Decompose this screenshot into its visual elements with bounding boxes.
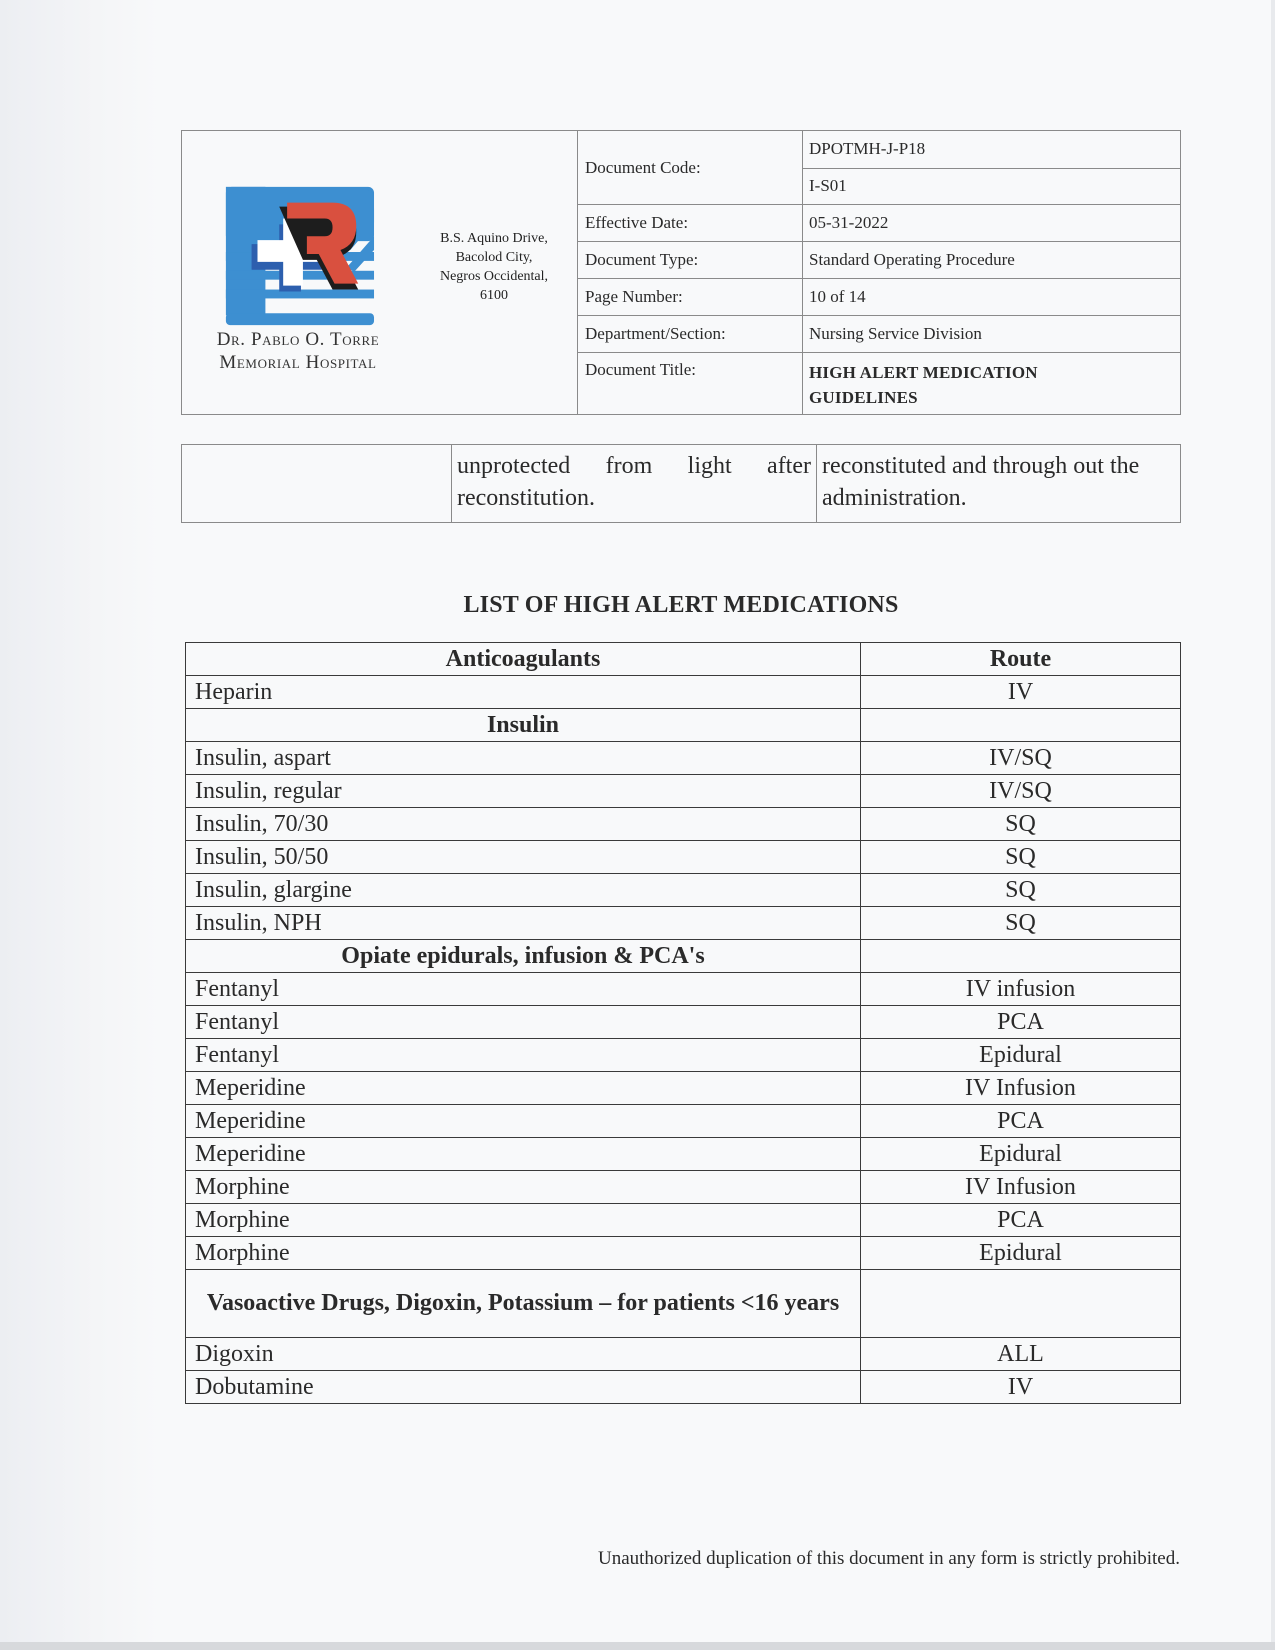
hospital-identity xyxy=(182,131,578,414)
drug-route: SQ xyxy=(861,874,1181,907)
scan-shadow-left xyxy=(0,0,160,1650)
drug-route: SQ xyxy=(861,808,1181,841)
drug-route xyxy=(861,709,1181,742)
list-title: LIST OF HIGH ALERT MEDICATIONS xyxy=(463,592,899,618)
drug-name: Meperidine xyxy=(186,1072,861,1105)
meta-row-document-type xyxy=(578,242,1180,279)
continuation-cell-remarks: reconstituted and through out the administration. xyxy=(822,453,1140,511)
meta-row-effective-date xyxy=(578,205,1180,242)
table-row xyxy=(186,742,1181,775)
table-row xyxy=(186,1171,1181,1204)
document-type-value: Standard Operating Procedure xyxy=(809,250,1015,269)
table-row xyxy=(186,841,1181,874)
meta-row-document-code xyxy=(578,131,1180,205)
table-row xyxy=(186,1338,1181,1371)
drug-name: Insulin, 50/50 xyxy=(186,841,861,874)
drug-name: Meperidine xyxy=(186,1105,861,1138)
meta-row-document-title xyxy=(578,353,1180,414)
drug-name: Morphine xyxy=(186,1237,861,1270)
drug-name: Insulin, regular xyxy=(186,775,861,808)
continuation-cell-storage: unprotected from light after reconstitution. xyxy=(452,445,817,522)
drug-name: Insulin, aspart xyxy=(186,742,861,775)
category-label: Opiate epidurals, infusion & PCA's xyxy=(186,940,861,973)
drug-name: Meperidine xyxy=(186,1138,861,1171)
document-title-value xyxy=(803,353,1180,410)
drug-route: IV/SQ xyxy=(861,775,1181,808)
meta-label: Document Code: xyxy=(578,131,803,204)
table-header-row xyxy=(186,643,1181,676)
table-row xyxy=(186,676,1181,709)
meta-row-page-number xyxy=(578,279,1180,316)
drug-name: Heparin xyxy=(186,676,861,709)
drug-route: PCA xyxy=(861,1006,1181,1039)
drug-route: Epidural xyxy=(861,1138,1181,1171)
hospital-logo-cross-r-icon xyxy=(218,178,376,328)
table-row xyxy=(186,1105,1181,1138)
drug-route: SQ xyxy=(861,841,1181,874)
document-code-value: I-S01 xyxy=(803,168,1180,205)
document-header xyxy=(181,130,1181,415)
high-alert-medications-table xyxy=(185,642,1181,1404)
address-line: Bacolod City, xyxy=(455,250,533,265)
table-row xyxy=(186,775,1181,808)
drug-route xyxy=(861,940,1181,973)
meta-row-department xyxy=(578,316,1180,353)
table-row xyxy=(186,1237,1181,1270)
drug-route xyxy=(861,1270,1181,1338)
document-title-line: HIGH ALERT MEDICATION xyxy=(809,363,1038,382)
column-header-route: Route xyxy=(861,643,1181,676)
category-row xyxy=(186,1270,1181,1338)
drug-name: Insulin, glargine xyxy=(186,874,861,907)
drug-name: Fentanyl xyxy=(186,973,861,1006)
drug-route: IV xyxy=(861,1371,1181,1404)
page-number-value: 10 of 14 xyxy=(809,287,866,306)
drug-name: Digoxin xyxy=(186,1338,861,1371)
drug-route: IV xyxy=(861,676,1181,709)
table-row xyxy=(186,874,1181,907)
table-row xyxy=(186,1138,1181,1171)
footer-notice: Unauthorized duplication of this document in any form is strictly prohibited. xyxy=(597,1548,1180,1569)
drug-route: ALL xyxy=(861,1338,1181,1371)
scan-shadow-right xyxy=(1271,0,1275,1650)
column-header-category: Anticoagulants xyxy=(186,643,861,676)
drug-name: Dobutamine xyxy=(186,1371,861,1404)
drug-route: Epidural xyxy=(861,1039,1181,1072)
address-line: B.S. Aquino Drive, xyxy=(440,231,548,246)
continuation-cell-empty xyxy=(182,445,452,522)
meta-label: Page Number: xyxy=(578,279,803,315)
category-label: Insulin xyxy=(186,709,861,742)
drug-route: PCA xyxy=(861,1204,1181,1237)
department-value: Nursing Service Division xyxy=(809,324,982,343)
table-row xyxy=(186,1371,1181,1404)
meta-label: Department/Section: xyxy=(578,316,803,352)
meta-label: Document Type: xyxy=(578,242,803,278)
table-row xyxy=(186,973,1181,1006)
category-row xyxy=(186,940,1181,973)
scan-shadow-bottom xyxy=(0,1642,1275,1650)
drug-route: IV infusion xyxy=(861,973,1181,1006)
address-line: 6100 xyxy=(480,288,508,303)
hospital-name-line-2: Memorial Hospital xyxy=(219,352,377,373)
drug-name: Insulin, 70/30 xyxy=(186,808,861,841)
hospital-name xyxy=(182,328,414,374)
hospital-address xyxy=(414,229,574,305)
drug-route: SQ xyxy=(861,907,1181,940)
document-code-value: DPOTMH-J-P18 xyxy=(809,139,926,159)
hospital-name-line-1: Dr. Pablo O. Torre xyxy=(216,329,380,350)
drug-route: IV Infusion xyxy=(861,1171,1181,1204)
table-row xyxy=(186,907,1181,940)
document-title-line: GUIDELINES xyxy=(809,388,918,407)
table-row xyxy=(186,1006,1181,1039)
meta-label: Effective Date: xyxy=(578,205,803,241)
table-row xyxy=(186,808,1181,841)
continuation-table-row xyxy=(181,444,1181,523)
drug-route: Epidural xyxy=(861,1237,1181,1270)
document-metadata xyxy=(578,131,1180,414)
category-label: Vasoactive Drugs, Digoxin, Potassium – for patients <16 years xyxy=(186,1270,861,1338)
table-row xyxy=(186,1072,1181,1105)
table-row xyxy=(186,1204,1181,1237)
category-row xyxy=(186,709,1181,742)
drug-name: Morphine xyxy=(186,1204,861,1237)
drug-route: PCA xyxy=(861,1105,1181,1138)
drug-route: IV/SQ xyxy=(861,742,1181,775)
drug-name: Fentanyl xyxy=(186,1006,861,1039)
drug-name: Morphine xyxy=(186,1171,861,1204)
drug-name: Fentanyl xyxy=(186,1039,861,1072)
table-row xyxy=(186,1039,1181,1072)
meta-label: Document Title: xyxy=(578,353,803,414)
address-line: Negros Occidental, xyxy=(439,269,549,284)
drug-route: IV Infusion xyxy=(861,1072,1181,1105)
drug-name: Insulin, NPH xyxy=(186,907,861,940)
effective-date-value: 05-31-2022 xyxy=(809,213,889,232)
